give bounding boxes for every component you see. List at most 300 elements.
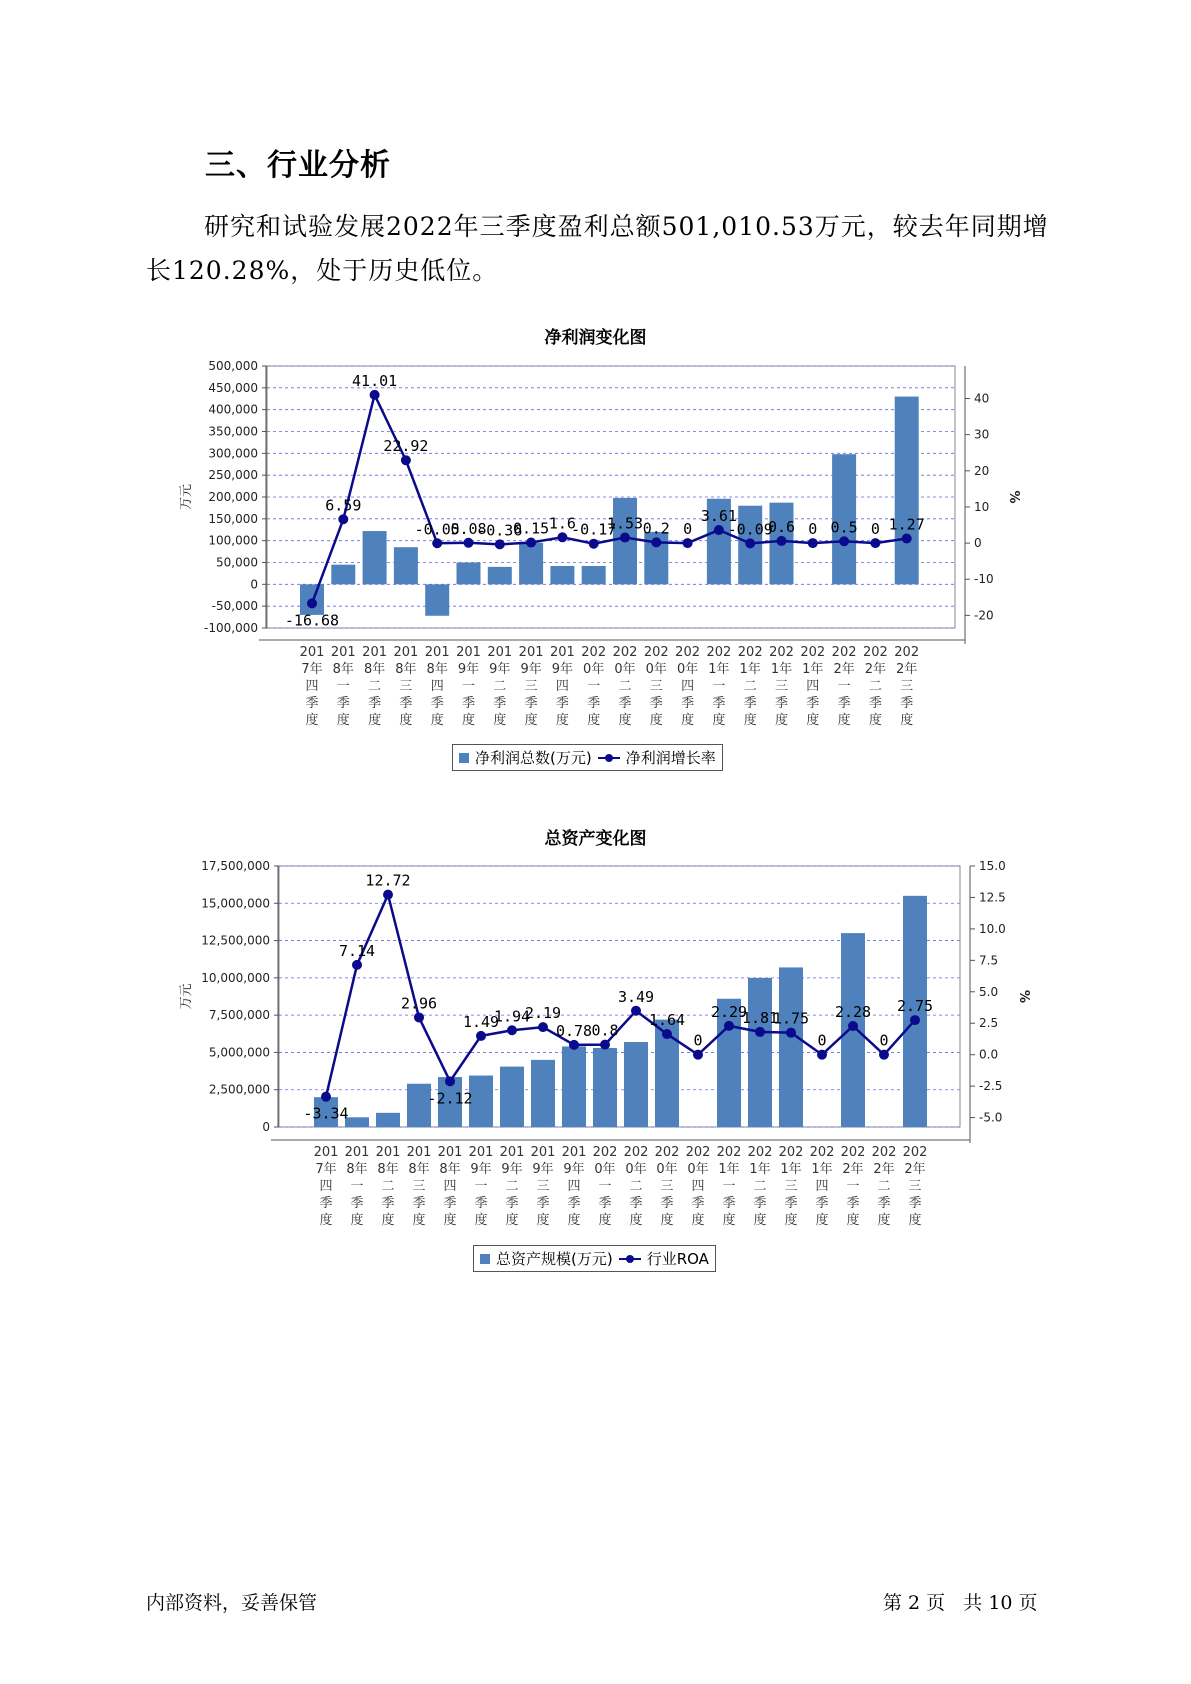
x-tick-label-part: 度 — [774, 713, 789, 728]
x-tick-label-part: 季 — [618, 696, 632, 711]
x-tick-label-part: 201 — [393, 645, 419, 660]
data-label: 0 — [870, 520, 880, 539]
x-tick-label-part: 度 — [815, 1213, 829, 1228]
x-tick-label — [345, 1145, 370, 1228]
x-tick-label-part: 1年 — [708, 662, 730, 677]
x-tick-label-part: 季 — [598, 1196, 612, 1211]
x-tick-label-part: 1年 — [739, 662, 761, 677]
x-tick-label-part: 201 — [362, 645, 388, 660]
y2-tick-label: -2.5 — [979, 1079, 1003, 1094]
x-tick-label-part: 季 — [712, 696, 726, 711]
x-tick-label-part: 9年 — [520, 662, 542, 677]
x-tick-label-part: 201 — [313, 1145, 339, 1160]
data-label: 2.28 — [834, 1002, 872, 1021]
line-point — [879, 1050, 889, 1060]
x-tick-label-part: 202 — [769, 645, 794, 660]
data-label: 1.81 — [741, 1008, 779, 1027]
x-tick-label-part: 度 — [474, 1213, 488, 1228]
data-label: 0.15 — [513, 519, 550, 538]
x-tick-label — [624, 1145, 649, 1228]
x-tick-label-part: 度 — [598, 1213, 612, 1228]
line-point — [352, 960, 362, 970]
x-tick-label-part: 季 — [837, 696, 851, 711]
x-tick-label-part: 季 — [868, 696, 882, 711]
footer-confidential: 内部资料，妥善保管 — [146, 1592, 318, 1614]
x-tick-label — [531, 1145, 556, 1228]
y2-tick-label: 30 — [974, 427, 990, 442]
y-tick-label: 0 — [262, 1120, 270, 1134]
x-tick-label-part: 9年 — [563, 1162, 585, 1177]
x-tick-label-part: 二 — [493, 679, 507, 694]
line-point — [817, 1050, 827, 1060]
x-tick-label-part: 季 — [722, 1196, 736, 1211]
x-tick-label-part: 度 — [336, 713, 350, 728]
data-label: -0.09 — [727, 520, 773, 539]
x-tick-label-part: 四 — [691, 1179, 705, 1194]
x-tick-label — [469, 1145, 494, 1228]
x-tick-label-part: 202 — [581, 645, 607, 660]
data-label: 0.6 — [767, 517, 796, 536]
x-tick-label-part: 度 — [493, 713, 507, 728]
x-tick-label-part: 度 — [908, 1213, 922, 1228]
x-tick-label-part: 一 — [587, 679, 601, 694]
y-tick-label: 12,500,000 — [201, 933, 270, 948]
bar — [748, 978, 772, 1127]
x-tick-label-part: 度 — [753, 1213, 767, 1228]
x-tick-label-part: 0年 — [625, 1162, 647, 1177]
x-tick-label-part: 202 — [706, 645, 732, 660]
footer-page-number: 第 2 页 共 10 页 — [883, 1592, 1038, 1614]
bar — [624, 1042, 648, 1127]
x-tick-label-part: 四 — [681, 679, 695, 694]
y-tick-label: 250,000 — [208, 468, 258, 483]
x-tick-label — [438, 1145, 463, 1228]
line-point — [693, 1050, 703, 1060]
x-tick-label-part: 季 — [846, 1196, 860, 1211]
y-tick-label: 450,000 — [208, 380, 258, 395]
x-tick-label-part: 季 — [784, 1196, 798, 1211]
x-tick-label-part: 四 — [555, 679, 569, 694]
x-tick-label-part: 三 — [908, 1179, 922, 1194]
y2-tick-label: 5.0 — [979, 984, 999, 999]
data-label: 3.61 — [700, 507, 737, 526]
x-tick-label — [407, 1145, 432, 1228]
x-tick-label-part: 1年 — [770, 662, 793, 677]
y2-tick-label: 20 — [974, 463, 990, 478]
bar — [779, 967, 803, 1127]
x-tick-label-part: 季 — [505, 1196, 519, 1211]
data-label: 0 — [683, 520, 693, 539]
x-tick-label-part: 201 — [499, 1145, 525, 1160]
data-label: 0 — [879, 1031, 889, 1050]
chart-title-total-assets: 总资产变化图 — [544, 829, 647, 849]
x-tick-label — [779, 1145, 804, 1228]
x-tick-label-part: 四 — [443, 1179, 457, 1194]
x-tick-label-part: 度 — [846, 1213, 860, 1228]
x-tick-label-part: 度 — [743, 713, 757, 728]
x-tick-label-part: 季 — [336, 696, 350, 711]
x-tick-label-part: 202 — [654, 1145, 680, 1160]
x-tick-label-part: 季 — [900, 696, 914, 711]
y2-tick-label: 0.0 — [979, 1047, 999, 1062]
x-tick-label-part: 9年 — [501, 1162, 523, 1177]
x-tick-label-part: 201 — [549, 645, 575, 660]
x-tick-label-part: 度 — [618, 713, 632, 728]
x-tick-label-part: 季 — [305, 696, 319, 711]
x-tick-label-part: 201 — [518, 645, 544, 660]
x-tick-label-part: 一 — [461, 679, 476, 694]
x-tick-label-part: 季 — [753, 1196, 767, 1211]
y-tick-label: 300,000 — [208, 446, 258, 461]
y-tick-label: 350,000 — [208, 424, 258, 439]
data-label: 1.27 — [888, 515, 925, 534]
x-tick-label-part: 202 — [862, 645, 888, 660]
data-label: -0.17 — [571, 520, 617, 539]
x-tick-label-part: 一 — [722, 1179, 736, 1194]
y-tick-label: 7,500,000 — [208, 1008, 270, 1023]
data-label: -16.68 — [284, 611, 340, 630]
x-tick-label-part: 202 — [747, 1145, 773, 1160]
x-tick-label-part: 8年 — [332, 662, 354, 677]
x-tick-label-part: 201 — [344, 1145, 370, 1160]
y-axis-title: 万元 — [179, 483, 194, 511]
summary-paragraph: 研究和试验发展2022年三季度盈利总额501,010.53万元，较去年同期增长120.28%，处于历史低位。 — [146, 212, 1049, 285]
y-tick-label: 17,500,000 — [201, 859, 270, 873]
data-label: 2.29 — [710, 1002, 748, 1021]
x-tick-label-part: 度 — [712, 713, 726, 728]
data-label: 0.78 — [555, 1021, 593, 1040]
x-tick-label-part: 8年 — [426, 662, 448, 677]
x-tick-label-part: 度 — [877, 1213, 891, 1228]
line-legend-label: 行业ROA — [646, 1250, 709, 1268]
x-tick-label-part: 季 — [649, 696, 663, 711]
x-tick-label-part: 季 — [774, 696, 789, 711]
x-tick-label-part: 二 — [368, 679, 382, 694]
x-tick-label-part: 季 — [430, 696, 444, 711]
x-tick-label-part: 0年 — [687, 1162, 709, 1177]
x-tick-label-part: 201 — [456, 645, 481, 660]
x-tick-label-part: 季 — [681, 696, 695, 711]
data-label: 0 — [817, 1031, 827, 1050]
x-tick-label-part: 季 — [908, 1196, 922, 1211]
x-tick-label-part: 201 — [424, 645, 450, 660]
x-tick-label-part: 二 — [877, 1179, 891, 1194]
y-axis-title: 万元 — [179, 983, 194, 1010]
y2-tick-label: 0 — [974, 536, 982, 551]
x-tick-label — [872, 1145, 897, 1228]
x-tick-label-part: 度 — [555, 713, 569, 728]
data-label: 0.08 — [450, 519, 487, 538]
y2-axis-title: % — [1006, 490, 1021, 504]
x-tick-label-part: 三 — [774, 679, 789, 694]
x-tick-label-part: 度 — [660, 1213, 674, 1228]
x-tick-label-part: 一 — [837, 679, 851, 694]
x-tick-label-part: 三 — [524, 679, 538, 694]
x-tick-label-part: 202 — [778, 1145, 804, 1160]
line-point — [600, 1040, 610, 1050]
data-label: 1.94 — [493, 1007, 531, 1026]
y-tick-label: 400,000 — [208, 402, 258, 417]
bar — [376, 1113, 400, 1127]
x-tick-label-part: 度 — [681, 713, 695, 728]
data-label: -0.05 — [414, 520, 460, 539]
x-tick-label-part: 201 — [530, 1145, 556, 1160]
y-tick-label: 10,000,000 — [201, 970, 270, 985]
x-tick-label-part: 2年 — [864, 662, 887, 677]
x-tick-label-part: 202 — [809, 1145, 835, 1160]
x-tick-label-part: 度 — [649, 713, 663, 728]
x-tick-label-part: 0年 — [594, 1162, 616, 1177]
x-tick-label — [562, 1145, 587, 1228]
x-tick-label-part: 二 — [505, 1179, 519, 1194]
x-tick-label-part: 8年 — [395, 662, 417, 677]
x-tick-label-part: 201 — [330, 645, 356, 660]
line-legend-swatch — [619, 1254, 641, 1264]
x-tick-label-part: 202 — [685, 1145, 711, 1160]
x-tick-label — [748, 1145, 773, 1228]
data-label: 1.6 — [548, 514, 576, 533]
x-tick-label-part: 0年 — [645, 662, 667, 677]
x-tick-label-part: 202 — [840, 1145, 866, 1160]
total-assets-legend — [473, 1245, 716, 1272]
y-tick-label: 150,000 — [208, 511, 258, 526]
x-tick-label — [686, 1145, 711, 1228]
data-label: 1.53 — [606, 514, 644, 533]
x-tick-label-part: 201 — [375, 1145, 401, 1160]
x-tick-label-part: 四 — [806, 679, 820, 694]
x-tick-label-part: 201 — [561, 1145, 587, 1160]
x-tick-label-part: 三 — [412, 1179, 426, 1194]
y2-tick-label: -20 — [974, 608, 994, 623]
x-tick-label — [717, 1145, 742, 1228]
x-tick-label-part: 0年 — [656, 1162, 678, 1177]
x-tick-label-part: 一 — [712, 679, 726, 694]
line-point — [445, 1076, 455, 1086]
x-tick-label-part: 9年 — [532, 1162, 554, 1177]
y-tick-label: -50,000 — [211, 599, 258, 614]
y-tick-label: 50,000 — [216, 555, 258, 570]
bar — [531, 1060, 555, 1127]
x-tick-label-part: 四 — [815, 1179, 829, 1194]
data-label: 41.01 — [352, 371, 398, 390]
data-label: 6.59 — [325, 496, 362, 515]
x-tick-label-part: 2年 — [842, 1162, 864, 1177]
x-tick-label — [903, 1145, 928, 1228]
x-tick-label-part: 四 — [305, 679, 319, 694]
x-tick-label-part: 8年 — [408, 1162, 430, 1177]
x-tick-label-part: 一 — [474, 1179, 488, 1194]
bar — [593, 1048, 617, 1127]
x-tick-label-part: 201 — [487, 645, 513, 660]
x-tick-label-part: 度 — [629, 1213, 643, 1228]
x-tick-label-part: 8年 — [363, 662, 386, 677]
y-tick-label: 5,000,000 — [208, 1045, 270, 1060]
y2-tick-label: 15.0 — [979, 859, 1006, 873]
line-point — [476, 1031, 486, 1041]
x-tick-label-part: 度 — [587, 713, 601, 728]
y-tick-label: 15,000,000 — [201, 896, 270, 911]
x-tick-label-part: 0年 — [583, 662, 605, 677]
x-tick-label-part: 度 — [443, 1213, 457, 1228]
bar-legend-label: 总资产规模(万元) — [496, 1250, 613, 1268]
bar — [500, 1067, 524, 1127]
x-tick-label-part: 度 — [430, 713, 444, 728]
x-tick-label-part: 一 — [846, 1179, 860, 1194]
x-tick-label-part: 度 — [412, 1213, 426, 1228]
y-tick-label: 0 — [250, 577, 258, 592]
data-label: -2.12 — [427, 1089, 473, 1108]
x-tick-label-part: 7年 — [301, 662, 323, 677]
section-heading: 三、行业分析 — [205, 148, 391, 183]
x-tick-label — [314, 1145, 339, 1228]
data-label: 2.96 — [400, 994, 438, 1013]
data-label: -0.36 — [477, 521, 523, 540]
x-tick-label-part: 度 — [722, 1213, 736, 1228]
data-label: 2.19 — [524, 1004, 562, 1023]
x-tick-label-part: 季 — [587, 696, 601, 711]
line-point — [507, 1025, 517, 1035]
x-tick-label-part: 8年 — [346, 1162, 368, 1177]
data-label: 3.49 — [617, 987, 655, 1006]
x-tick-label-part: 度 — [399, 713, 413, 728]
x-tick-label — [841, 1145, 866, 1228]
data-label: 1.75 — [772, 1009, 810, 1028]
x-tick-label-part: 二 — [753, 1179, 767, 1194]
x-tick-label-part: 202 — [831, 645, 857, 660]
x-tick-label-part: 季 — [629, 1196, 643, 1211]
y2-tick-label: -5.0 — [979, 1110, 1003, 1125]
line-point — [414, 1012, 424, 1022]
x-tick-label-part: 三 — [900, 679, 914, 694]
x-tick-label-part: 二 — [743, 679, 757, 694]
x-tick-label-part: 季 — [815, 1196, 829, 1211]
y2-axis-title: % — [1016, 989, 1031, 1004]
x-tick-label-part: 季 — [660, 1196, 674, 1211]
data-label: 12.72 — [365, 871, 411, 890]
y-tick-label: -100,000 — [204, 621, 258, 635]
x-tick-label-part: 三 — [536, 1179, 550, 1194]
x-tick-label-part: 二 — [629, 1179, 643, 1194]
x-tick-label-part: 一 — [598, 1179, 612, 1194]
x-tick-label-part: 2年 — [873, 1162, 895, 1177]
x-tick-label-part: 201 — [299, 645, 325, 660]
x-tick-label-part: 度 — [368, 713, 382, 728]
y-tick-label: 100,000 — [208, 533, 258, 548]
x-tick-label-part: 度 — [505, 1213, 519, 1228]
x-tick-label-part: 三 — [660, 1179, 674, 1194]
line-point — [848, 1021, 858, 1031]
x-tick-label — [810, 1145, 835, 1228]
data-label: 0.2 — [642, 519, 670, 538]
data-label: 0 — [808, 520, 818, 539]
line-point — [724, 1021, 734, 1031]
bar — [562, 1046, 586, 1127]
x-tick-label-part: 度 — [381, 1213, 395, 1228]
data-label: 0.8 — [591, 1021, 619, 1040]
x-tick-label-part: 2年 — [904, 1162, 926, 1177]
x-tick-label-part: 201 — [406, 1145, 432, 1160]
x-tick-label-part: 度 — [536, 1213, 550, 1228]
x-tick-label-part: 二 — [868, 679, 882, 694]
y2-tick-label: 7.5 — [979, 953, 999, 968]
x-tick-label-part: 201 — [437, 1145, 463, 1160]
x-tick-label-part: 201 — [468, 1145, 494, 1160]
x-tick-label — [655, 1145, 680, 1228]
x-tick-label-part: 三 — [649, 679, 663, 694]
x-tick-label-part: 7年 — [315, 1162, 337, 1177]
x-tick-label-part: 季 — [443, 1196, 457, 1211]
x-tick-label-part: 季 — [877, 1196, 891, 1211]
data-label: 1.49 — [462, 1012, 500, 1031]
x-tick-label-part: 度 — [900, 713, 914, 728]
x-tick-label-part: 2年 — [833, 662, 855, 677]
x-tick-label-part: 202 — [675, 645, 701, 660]
x-tick-label-part: 度 — [350, 1213, 364, 1228]
x-tick-label-part: 季 — [806, 696, 820, 711]
y2-tick-label: 12.5 — [979, 890, 1006, 905]
x-tick-label-part: 2年 — [896, 662, 918, 677]
x-tick-label-part: 202 — [894, 645, 920, 660]
x-tick-label-part: 季 — [399, 696, 413, 711]
x-tick-label-part: 季 — [350, 1196, 364, 1211]
x-tick-label-part: 三 — [784, 1179, 798, 1194]
x-tick-label-part: 202 — [592, 1145, 618, 1160]
x-tick-label-part: 度 — [524, 713, 538, 728]
y2-tick-label: 10 — [974, 499, 990, 514]
y2-tick-label: 40 — [974, 391, 990, 406]
x-tick-label-part: 一 — [336, 679, 350, 694]
x-tick-label-part: 度 — [784, 1213, 798, 1228]
x-tick-label-part: 二 — [381, 1179, 395, 1194]
x-tick-label-part: 一 — [350, 1179, 364, 1194]
data-label: 1.64 — [648, 1011, 686, 1030]
chart-title-net-profit: 净利润变化图 — [544, 328, 647, 348]
y-tick-label: 200,000 — [208, 490, 258, 504]
x-tick-label-part: 9年 — [470, 1162, 492, 1177]
data-label: 0 — [693, 1031, 703, 1050]
line-point — [755, 1027, 765, 1037]
line-point — [662, 1029, 672, 1039]
x-tick-label-part: 1年 — [749, 1162, 771, 1177]
x-tick-label-part: 1年 — [811, 1162, 833, 1177]
x-tick-label-part: 1年 — [780, 1162, 802, 1177]
x-tick-label — [593, 1145, 618, 1228]
x-tick-label-part: 202 — [623, 1145, 649, 1160]
x-tick-label-part: 0年 — [614, 662, 636, 677]
line-point — [321, 1092, 331, 1102]
x-tick-label-part: 度 — [305, 713, 319, 728]
x-tick-label-part: 9年 — [489, 662, 511, 677]
x-tick-label-part: 三 — [399, 679, 413, 694]
x-tick-label-part: 季 — [381, 1196, 395, 1211]
line-point — [631, 1006, 641, 1016]
x-tick-label-part: 季 — [691, 1196, 705, 1211]
x-tick-label-part: 四 — [319, 1179, 333, 1194]
x-tick-label-part: 度 — [806, 713, 820, 728]
y2-tick-label: 10.0 — [979, 921, 1006, 936]
x-tick-label-part: 202 — [612, 645, 638, 660]
x-tick-label-part: 季 — [567, 1196, 581, 1211]
x-tick-label-part: 季 — [412, 1196, 426, 1211]
x-tick-label-part: 0年 — [676, 662, 699, 677]
x-tick-label-part: 1年 — [802, 662, 824, 677]
x-tick-label-part: 四 — [430, 679, 444, 694]
y2-tick-label: 2.5 — [979, 1016, 999, 1031]
x-tick-label-part: 二 — [618, 679, 632, 694]
x-tick-label-part: 季 — [319, 1196, 333, 1211]
x-tick-label-part: 202 — [800, 645, 826, 660]
y-tick-label: 500,000 — [208, 359, 258, 373]
